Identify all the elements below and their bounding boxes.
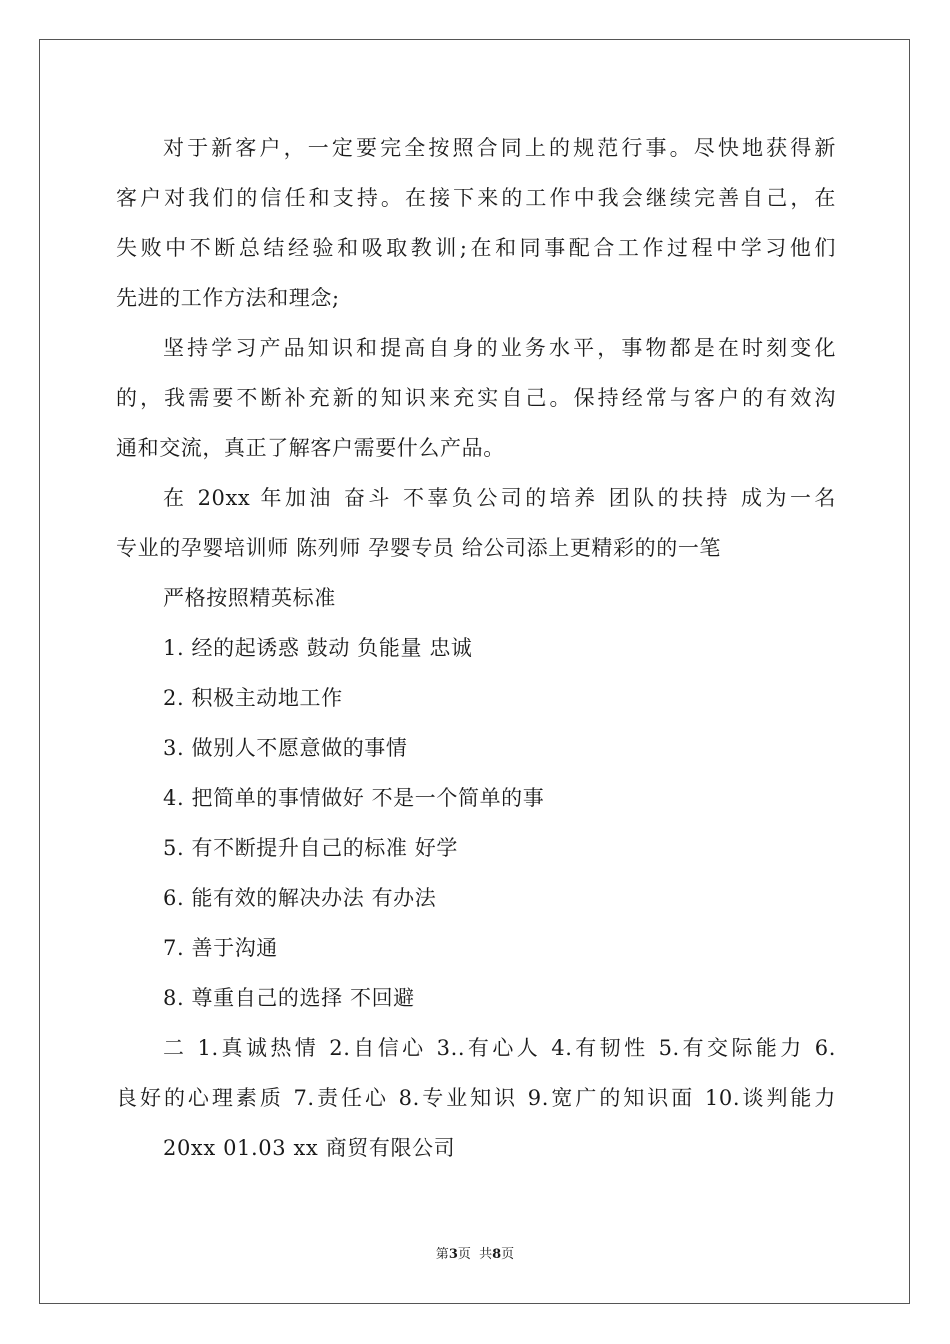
paragraph-line: 先进的工作方法和理念; [116, 286, 340, 310]
paragraph-line: 在 20xx 年加油 奋斗 不辜负公司的培养 团队的扶持 成为一名 [163, 486, 836, 510]
page-footer [0, 1247, 950, 1263]
paragraph-line: 失败中不断总结经验和吸取教训;在和同事配合工作过程中学习他们 [116, 236, 836, 260]
list-item: 1. 经的起诱惑 鼓动 负能量 忠诚 [163, 636, 473, 660]
paragraph-line: 专业的孕婴培训师 陈列师 孕婴专员 给公司添上更精彩的的一笔 [116, 536, 722, 560]
paragraph-line: 坚持学习产品知识和提高自身的业务水平，事物都是在时刻变化 [163, 336, 836, 360]
list-item: 8. 尊重自己的选择 不回避 [163, 986, 415, 1010]
footer-prefix: 第 [435, 1247, 449, 1262]
paragraph-line: 通和交流，真正了解客户需要什么产品。 [116, 436, 505, 460]
paragraph-line: 客户对我们的信任和支持。在接下来的工作中我会继续完善自己，在 [116, 186, 836, 210]
section-heading: 严格按照精英标准 [163, 586, 336, 610]
signature-line: 20xx 01.03 xx 商贸有限公司 [163, 1136, 456, 1160]
list-item: 6. 能有效的解决办法 有办法 [163, 886, 437, 910]
list-item: 5. 有不断提升自己的标准 好学 [163, 836, 458, 860]
footer-suffix: 页 [501, 1247, 515, 1262]
paragraph-line: 二 1.真诚热情 2.自信心 3..有心人 4.有韧性 5.有交际能力 6. [163, 1036, 836, 1060]
paragraph-line: 对于新客户，一定要完全按照合同上的规范行事。尽快地获得新 [163, 136, 836, 160]
footer-total-pages: 8 [492, 1247, 502, 1262]
footer-mid: 页 共 [457, 1247, 493, 1262]
list-item: 2. 积极主动地工作 [163, 686, 343, 710]
page-border [39, 39, 910, 1304]
list-item: 7. 善于沟通 [163, 936, 278, 960]
paragraph-line: 的，我需要不断补充新的知识来充实自己。保持经常与客户的有效沟 [116, 386, 836, 410]
footer-current-page: 3 [448, 1247, 458, 1262]
list-item: 3. 做别人不愿意做的事情 [163, 736, 408, 760]
paragraph-line: 良好的心理素质 7.责任心 8.专业知识 9.宽广的知识面 10.谈判能力 [116, 1086, 836, 1110]
list-item: 4. 把简单的事情做好 不是一个简单的事 [163, 786, 545, 810]
